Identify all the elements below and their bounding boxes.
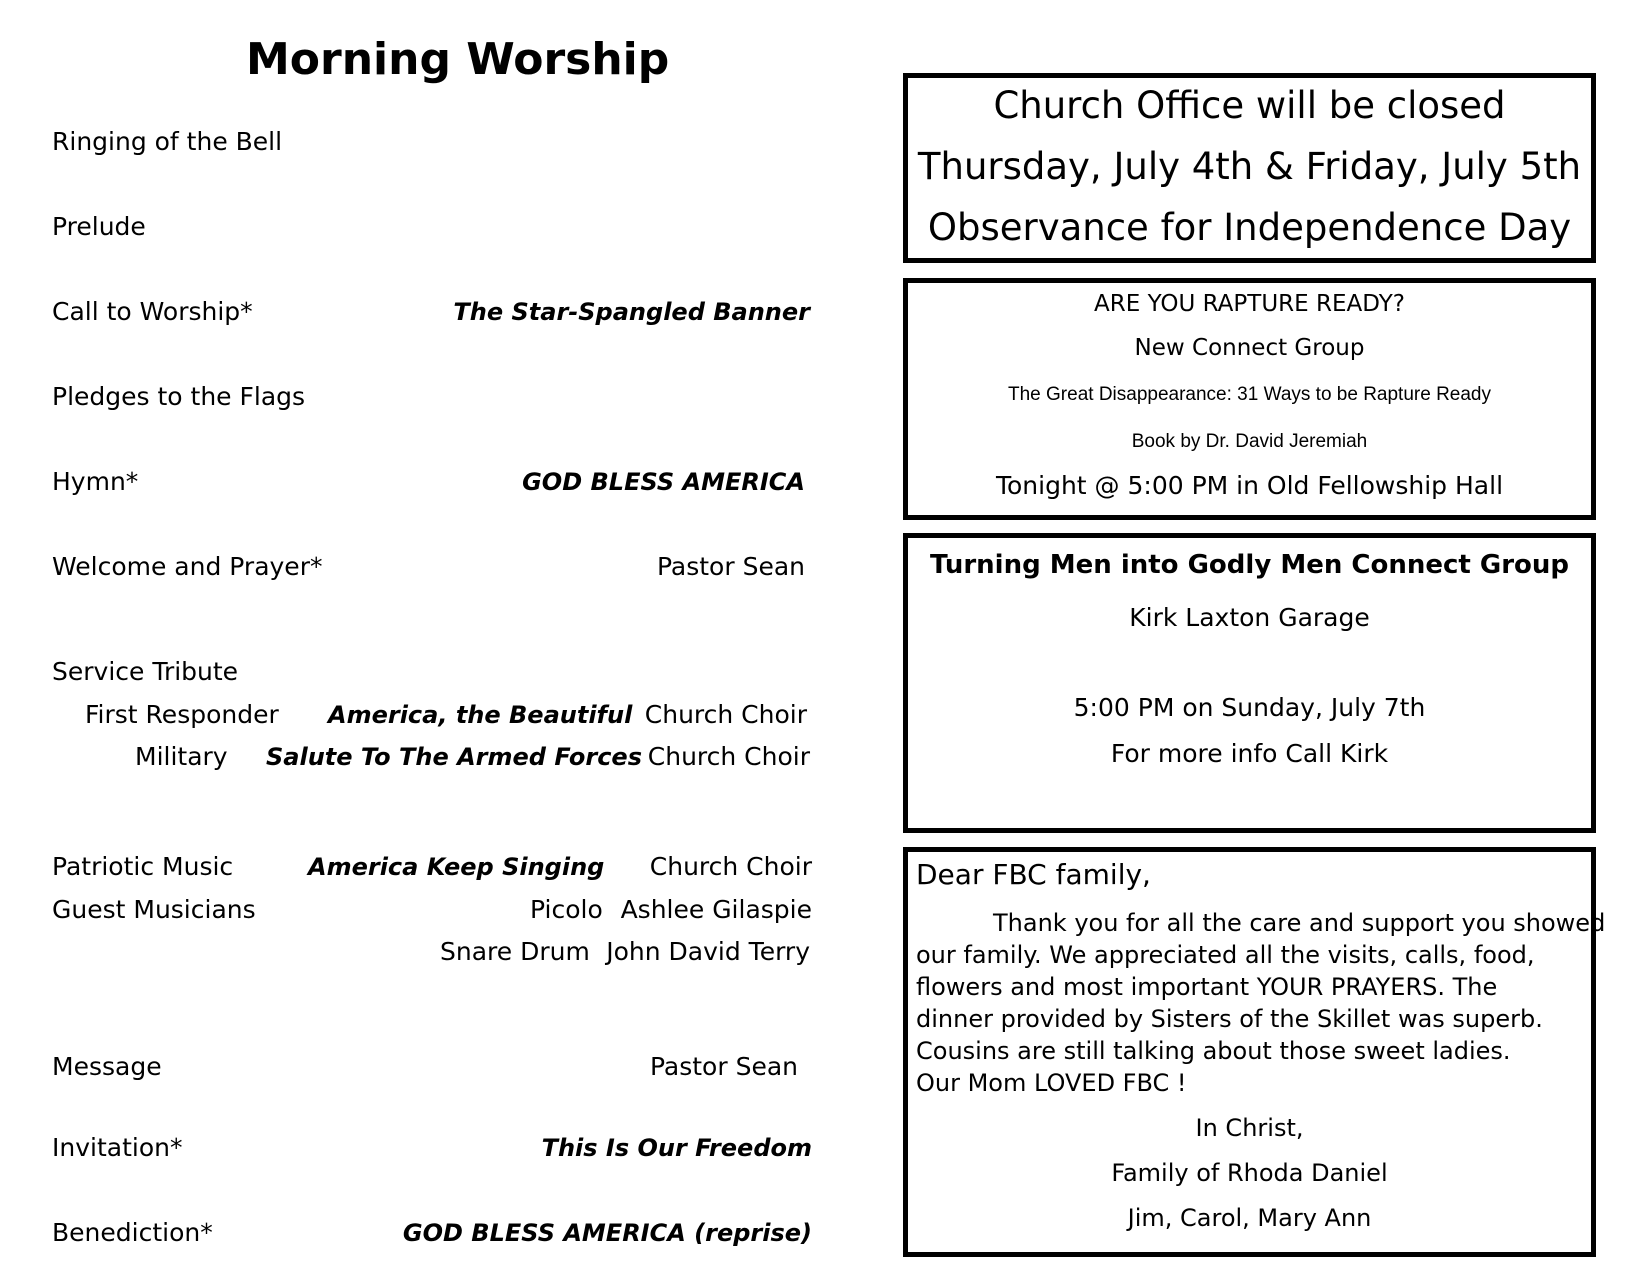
godly-men-notice [903,533,1596,833]
letter-signature: Family of Rhoda Daniel [1111,1159,1388,1187]
item-service-tribute: Service Tribute [52,657,239,686]
rapture-heading: ARE YOU RAPTURE READY? [1094,291,1405,317]
item-benediction: Benediction* [52,1218,213,1247]
item-guest-musicians: Guest Musicians [52,895,256,924]
item-patriotic-music: Patriotic Music [52,852,234,881]
letter-line-1: Thank you for all the care and support you showed [993,909,1606,937]
letter-names: Jim, Carol, Mary Ann [1127,1204,1372,1232]
song-first-responder: America, the Beautiful [328,701,633,729]
item-welcome: Welcome and Prayer* [52,552,323,581]
patriotic-performer: Church Choir [649,852,812,881]
song-patriotic: America Keep Singing [308,853,605,881]
snare-player: John David Terry [606,937,810,966]
office-line-3: Observance for Independence Day [927,206,1572,249]
letter-line-2: our family. We appreciated all the visits, calls, food, [916,941,1535,969]
godly-men-time: 5:00 PM on Sunday, July 7th [1073,693,1426,722]
item-pledges: Pledges to the Flags [52,382,306,411]
letter-closing: In Christ, [1195,1114,1304,1142]
picolo-player: Ashlee Gilaspie [620,895,812,924]
rapture-book-author: Book by Dr. David Jeremiah [1131,431,1368,452]
letter-line-3: flowers and most important YOUR PRAYERS. The [916,973,1498,1001]
song-invitation: This Is Our Freedom [541,1134,812,1162]
instrument-picolo: Picolo [530,895,603,924]
song-call-to-worship: The Star-Spangled Banner [453,298,810,326]
military-performer: Church Choir [647,742,810,771]
item-invitation: Invitation* [52,1133,183,1162]
item-call-to-worship: Call to Worship* [52,297,253,326]
song-hymn: GOD BLESS AMERICA [522,468,805,496]
song-benediction: GOD BLESS AMERICA (reprise) [402,1219,812,1247]
welcome-leader: Pastor Sean [656,552,805,581]
godly-men-heading: Turning Men into Godly Men Connect Group [929,550,1570,580]
office-line-1: Church Office will be closed [993,84,1506,127]
letter-line-5: Cousins are still talking about those sweet ladies. [916,1037,1511,1065]
message-speaker: Pastor Sean [649,1052,798,1081]
item-ringing: Ringing of the Bell [52,127,283,156]
instrument-snare: Snare Drum [440,937,590,966]
item-prelude: Prelude [52,212,146,241]
item-hymn: Hymn* [52,467,139,496]
rapture-subheading: New Connect Group [1134,335,1365,361]
tribute-military: Military [135,742,228,771]
first-responder-performer: Church Choir [644,700,807,729]
office-line-2: Thursday, July 4th & Friday, July 5th [917,145,1582,188]
item-message: Message [52,1052,162,1081]
tribute-first-responder: First Responder [85,700,279,729]
rapture-time: Tonight @ 5:00 PM in Old Fellowship Hall [995,471,1504,500]
letter-greeting: Dear FBC family, [916,858,1151,891]
rapture-book-title: The Great Disappearance: 31 Ways to be Rapture Ready [1008,384,1491,405]
godly-men-info: For more info Call Kirk [1110,739,1389,768]
office-closed-notice [903,73,1596,263]
rapture-ready-notice [903,278,1596,520]
thank-you-letter [903,847,1606,1257]
letter-line-6: Our Mom LOVED FBC ! [916,1069,1187,1097]
letter-line-4: dinner provided by Sisters of the Skillet was superb. [916,1005,1543,1033]
page-title: Morning Worship [246,34,670,85]
song-military: Salute To The Armed Forces [266,743,642,771]
godly-men-location: Kirk Laxton Garage [1129,603,1370,632]
